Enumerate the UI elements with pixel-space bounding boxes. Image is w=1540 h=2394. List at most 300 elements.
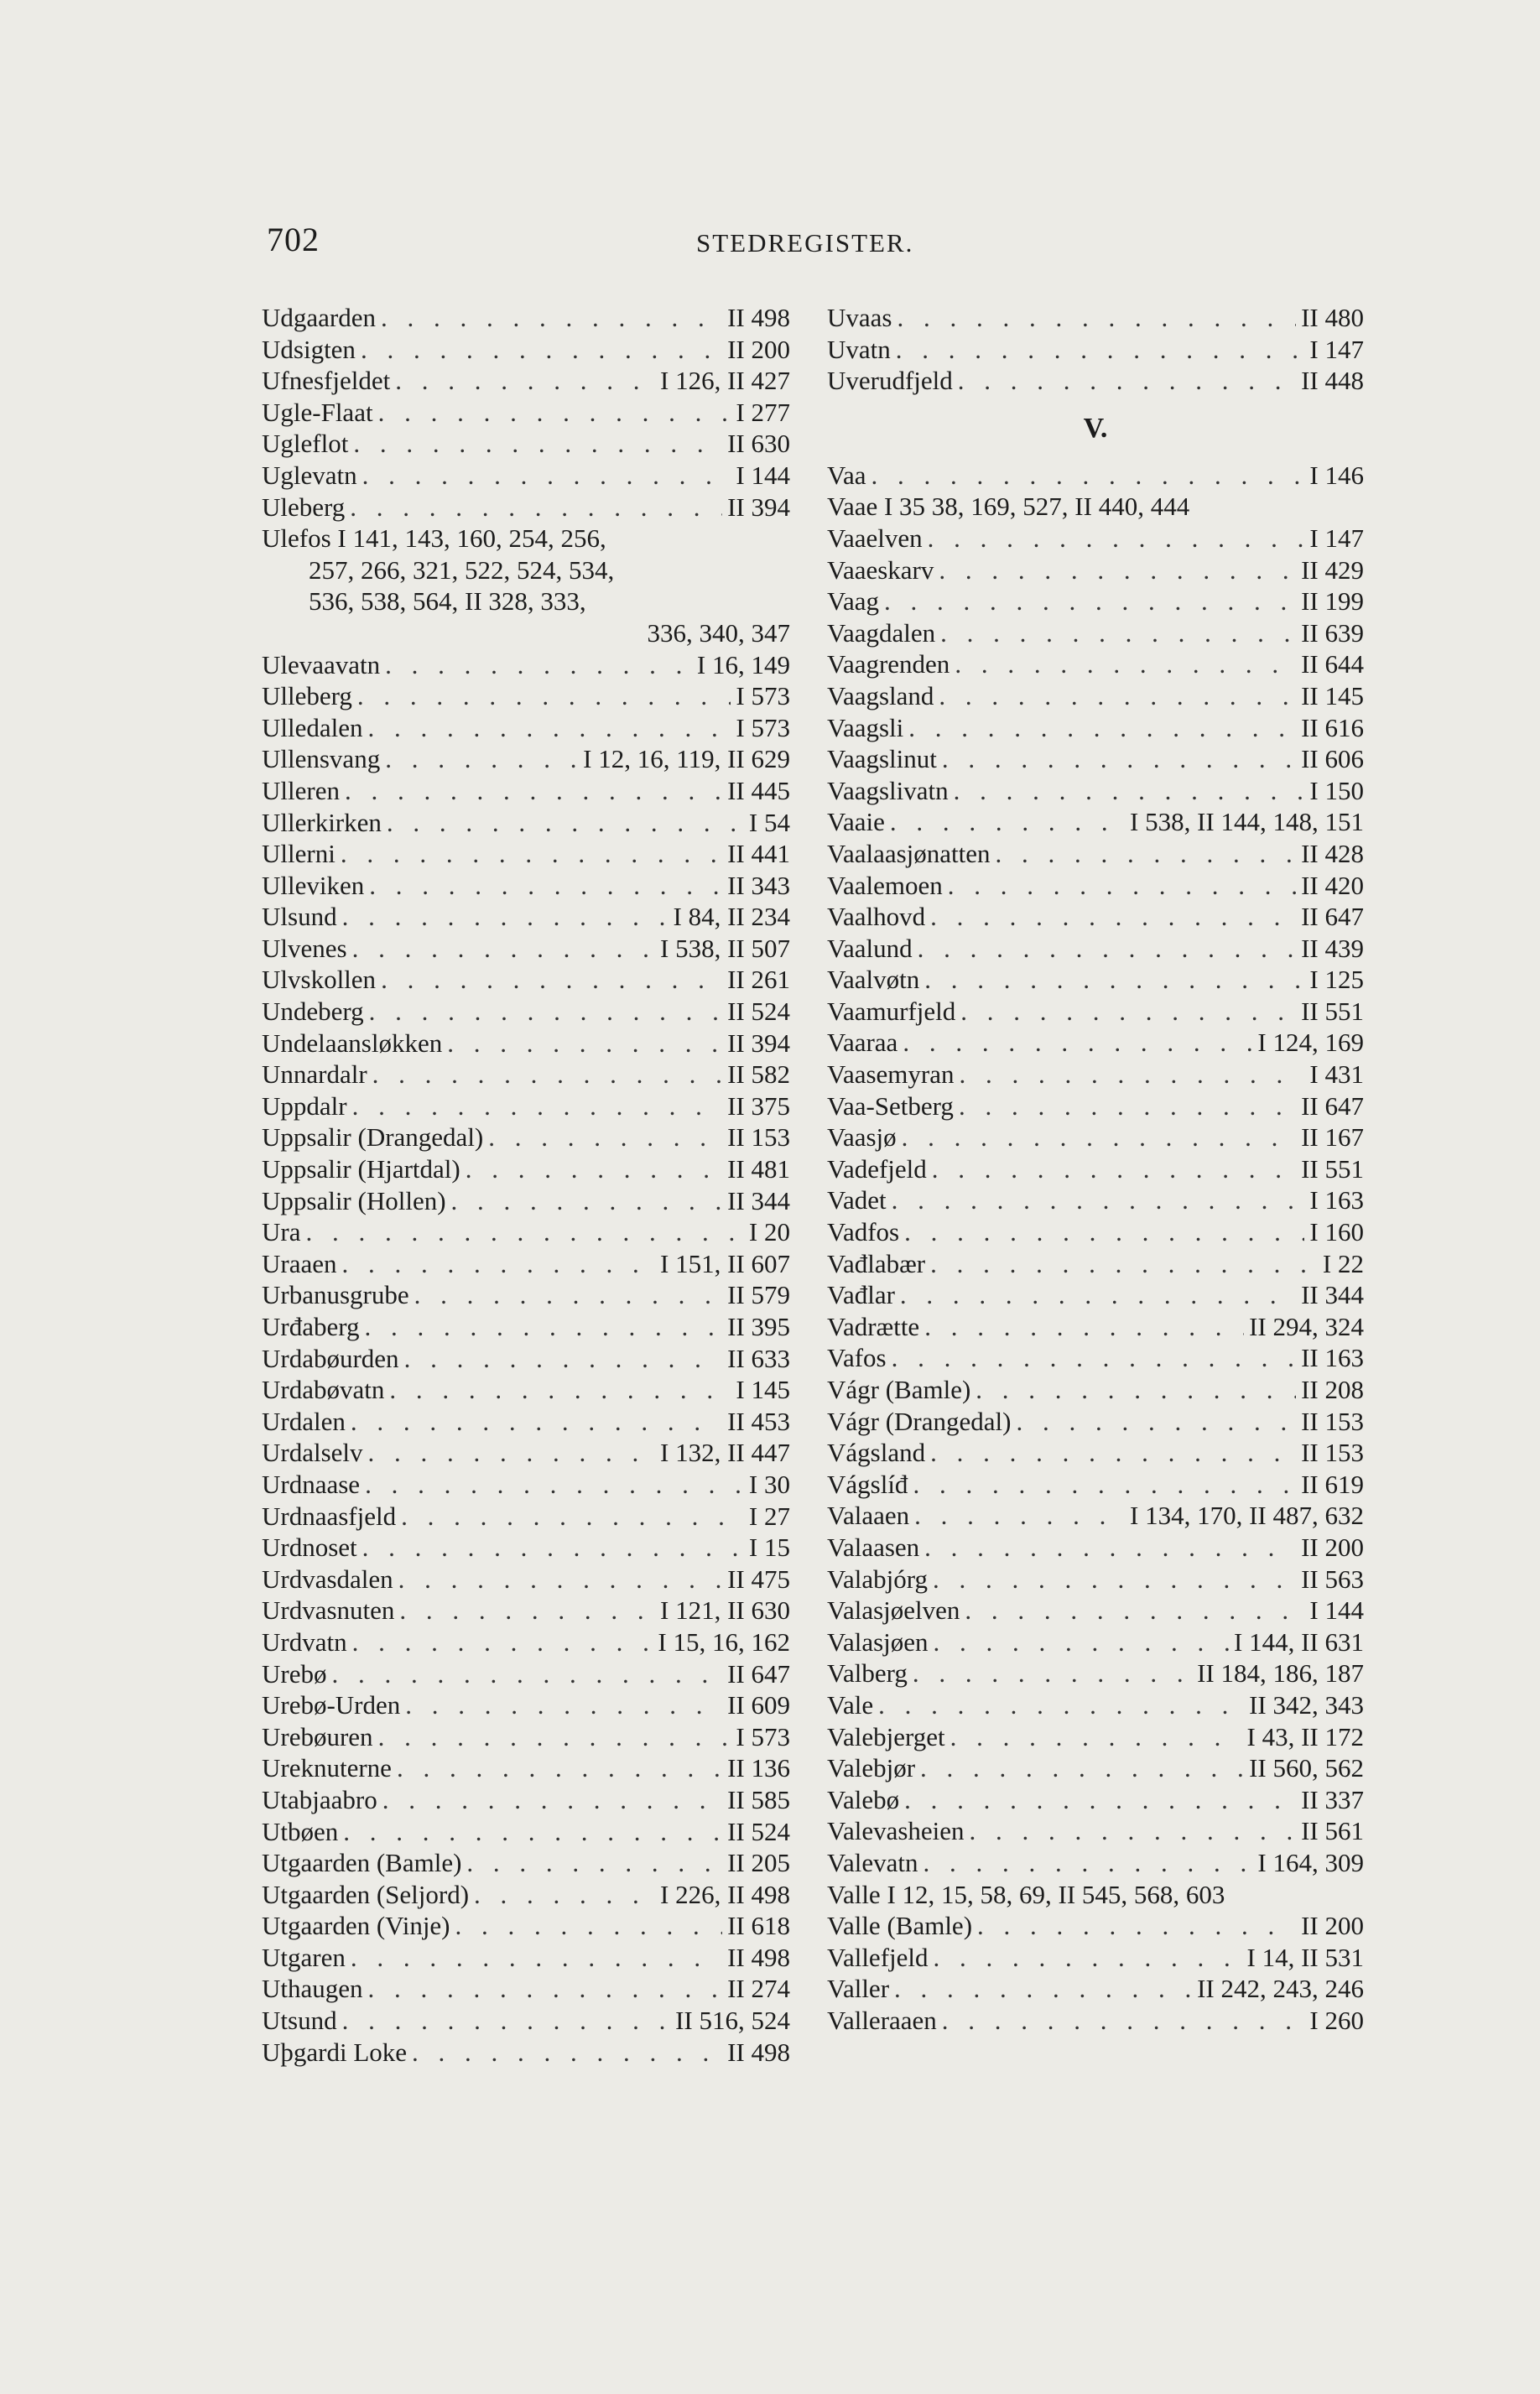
- leader-dots: [1016, 1406, 1296, 1438]
- entry-name: Urdvasdalen: [262, 1564, 393, 1594]
- entry-page-refs: II 337: [1301, 1784, 1364, 1814]
- entry-page-refs: II 153: [1301, 1438, 1364, 1468]
- leader-dots: [365, 1311, 723, 1343]
- entry-page-refs: II 561: [1301, 1816, 1364, 1846]
- leader-dots: [368, 712, 731, 744]
- entry-page-refs: I 431: [1309, 1059, 1364, 1090]
- entry-name: Uverudfjeld: [827, 366, 953, 396]
- entry-name: Valasjøelven: [827, 1595, 960, 1626]
- section-heading: V.: [1083, 412, 1108, 444]
- entry-name: Urdnaase: [262, 1469, 361, 1499]
- leader-dots: [389, 1374, 731, 1406]
- index-entry: [827, 1216, 1364, 1248]
- index-entry: [262, 1816, 790, 1848]
- leader-dots: [930, 1437, 1296, 1469]
- entry-page-refs: II 524: [727, 1816, 790, 1846]
- leader-dots: [361, 334, 722, 366]
- entry-page-refs: I 160: [1309, 1217, 1364, 1247]
- leader-dots: [368, 1973, 723, 2005]
- index-entry: [262, 1028, 790, 1059]
- index-entry: [827, 648, 1364, 680]
- leader-dots: [398, 1564, 722, 1595]
- entry-page-refs: I 163: [1309, 1185, 1364, 1215]
- index-entry: [262, 397, 790, 429]
- index-entry: [827, 996, 1364, 1028]
- entry-page-refs: II 606: [1301, 744, 1364, 774]
- entry-name: Vaagdalen: [827, 617, 936, 648]
- entry-name: Vaaeskarv: [827, 554, 934, 585]
- entry-name: Ulevaavatn: [262, 649, 381, 679]
- entry-name: Vaagsland: [827, 680, 934, 710]
- index-entry: [827, 1658, 1364, 1689]
- entry-page-refs: I 54: [748, 807, 790, 837]
- leader-dots: [351, 1406, 722, 1438]
- index-entry: [262, 2037, 790, 2069]
- entry-name: Uppsalir (Hollen): [262, 1185, 446, 1215]
- entry-name: Ugle-Flaat: [262, 397, 373, 427]
- leader-dots: [960, 996, 1296, 1028]
- entry-page-refs: II 420: [1301, 870, 1364, 900]
- running-head: STEDREGISTER.: [696, 228, 914, 258]
- leader-dots: [397, 1752, 722, 1784]
- leader-dots: [932, 1153, 1296, 1185]
- index-entry: [827, 1090, 1364, 1122]
- leader-dots: [933, 1564, 1296, 1595]
- entry-name: Urebøuren: [262, 1721, 373, 1751]
- leader-dots: [960, 1059, 1305, 1090]
- index-entry: [262, 1501, 790, 1533]
- leader-dots: [369, 870, 722, 902]
- entry-name: Udsigten: [262, 334, 356, 364]
- entry-page-refs: I 145: [736, 1375, 790, 1405]
- entry-name: Vale: [827, 1689, 874, 1720]
- index-entry: [262, 302, 790, 334]
- entry-page-refs: II 647: [1301, 902, 1364, 932]
- entry-page-refs: II 524: [727, 997, 790, 1027]
- leader-dots: [934, 1626, 1229, 1658]
- entry-page-refs: II 616: [1301, 712, 1364, 742]
- entry-name: Urdnaasfjeld: [262, 1501, 397, 1531]
- index-entry: [262, 1942, 790, 1974]
- entry-page-refs: I 16, 149: [696, 649, 790, 679]
- index-entry-continuation: 536, 538, 564, II 328, 333,: [309, 586, 586, 617]
- entry-name: Vaa: [827, 460, 866, 490]
- index-entry: [262, 807, 790, 839]
- entry-page-refs: I 12, 16, 119, II 629: [583, 744, 790, 774]
- leader-dots: [924, 1532, 1296, 1564]
- entry-name: Vaaelven: [827, 523, 923, 553]
- entry-name: Valabjórg: [827, 1564, 928, 1594]
- index-entry: [262, 1248, 790, 1280]
- leader-dots: [357, 680, 731, 712]
- leader-dots: [331, 1658, 722, 1690]
- leader-dots: [878, 1689, 1244, 1721]
- entry-page-refs: II 261: [727, 965, 790, 995]
- entry-page-refs: II 395: [727, 1312, 790, 1341]
- index-entry: [262, 1847, 790, 1879]
- entry-page-refs: I 22: [1322, 1248, 1364, 1278]
- leader-dots: [382, 1784, 722, 1816]
- leader-dots: [924, 964, 1304, 996]
- index-entry: [262, 1721, 790, 1753]
- index-entry: [827, 1910, 1364, 1942]
- leader-dots: [342, 901, 669, 933]
- entry-name: Vágslíđ: [827, 1469, 908, 1499]
- entry-name: Vaalemoen: [827, 870, 943, 900]
- entry-page-refs: II 644: [1301, 649, 1364, 679]
- leader-dots: [345, 775, 722, 807]
- leader-dots: [930, 901, 1296, 933]
- entry-page-refs: I 573: [736, 681, 790, 711]
- entry-name: Urđaberg: [262, 1312, 360, 1341]
- entry-page-refs: II 639: [1301, 617, 1364, 648]
- entry-name: Vaae I 35 38, 169, 527, II 440, 444: [827, 492, 1190, 522]
- index-entry: [827, 460, 1364, 492]
- entry-page-refs: II 448: [1301, 366, 1364, 396]
- entry-name: Utgaarden (Seljord): [262, 1879, 470, 1909]
- entry-name: Ureknuterne: [262, 1753, 392, 1783]
- leader-dots: [892, 1342, 1296, 1374]
- leader-dots: [412, 2037, 722, 2069]
- leader-dots: [362, 460, 731, 492]
- entry-name: Vadet: [827, 1185, 887, 1215]
- leader-dots: [404, 1343, 723, 1375]
- entry-page-refs: II 375: [727, 1090, 790, 1121]
- index-entry: [262, 428, 790, 460]
- entry-name: Vaagrenden: [827, 649, 950, 679]
- entry-page-refs: II 344: [1301, 1280, 1364, 1310]
- entry-name: Utsund: [262, 2006, 337, 2036]
- leader-dots: [954, 775, 1305, 807]
- index-entry: [262, 1689, 790, 1721]
- entry-name: Vaaraa: [827, 1028, 898, 1058]
- index-entry: [262, 492, 790, 523]
- leader-dots: [305, 1216, 743, 1248]
- entry-name: Urdalen: [262, 1406, 346, 1436]
- entry-name: Undeberg: [262, 997, 364, 1027]
- entry-page-refs: II 609: [727, 1690, 790, 1720]
- entry-page-refs: II 344: [727, 1185, 790, 1215]
- leader-dots: [350, 492, 722, 523]
- entry-page-refs: I 126, II 427: [660, 366, 790, 396]
- leader-dots: [342, 1248, 656, 1280]
- entry-page-refs: II 551: [1301, 996, 1364, 1026]
- entry-page-refs: I 43, II 172: [1246, 1721, 1364, 1751]
- entry-name: Ulvskollen: [262, 965, 377, 995]
- index-entry: [262, 1752, 790, 1784]
- entry-page-refs: II 630: [727, 429, 790, 459]
- leader-dots: [353, 428, 722, 460]
- entry-page-refs: II 439: [1301, 933, 1364, 963]
- entry-name: Uppsalir (Hjartdal): [262, 1154, 460, 1184]
- index-entry: [262, 838, 790, 870]
- index-entry: [262, 933, 790, 965]
- index-entry: [262, 680, 790, 712]
- leader-dots: [466, 1153, 722, 1185]
- entry-name: Urbanusgrube: [262, 1280, 409, 1310]
- entry-page-refs: I 226, II 498: [660, 1879, 790, 1909]
- index-entry: [827, 1942, 1364, 1974]
- leader-dots: [381, 964, 722, 996]
- index-entry: [262, 1595, 790, 1626]
- entry-page-refs: II 343: [727, 870, 790, 900]
- entry-page-refs: II 136: [727, 1753, 790, 1783]
- entry-name: Uleberg: [262, 492, 346, 522]
- index-entry: [827, 1500, 1364, 1532]
- entry-page-refs: II 563: [1301, 1564, 1364, 1594]
- entry-name: Vaaie: [827, 807, 885, 837]
- index-entry: [827, 1027, 1364, 1059]
- index-entry: [827, 1469, 1364, 1501]
- entry-name: Valaaen: [827, 1501, 910, 1531]
- entry-name: Valevatn: [827, 1847, 918, 1877]
- entry-name: Urebø-Urden: [262, 1690, 401, 1720]
- index-entry: [827, 1532, 1364, 1564]
- entry-page-refs: II 242, 243, 246: [1197, 1974, 1364, 2004]
- entry-name: Valebjør: [827, 1753, 916, 1783]
- index-entry: [262, 1469, 790, 1501]
- entry-page-refs: I 573: [736, 1721, 790, 1751]
- index-entry: [827, 1184, 1364, 1216]
- entry-name: Utgaarden (Bamle): [262, 1848, 462, 1878]
- leader-dots: [955, 648, 1296, 680]
- index-entry: [827, 1689, 1364, 1721]
- leader-dots: [928, 523, 1305, 554]
- leader-dots: [923, 1847, 1252, 1879]
- index-entry: [262, 996, 790, 1028]
- entry-name: Uþgardi Loke: [262, 2037, 408, 2067]
- entry-page-refs: II 475: [727, 1564, 790, 1594]
- entry-page-refs: II 560, 562: [1249, 1753, 1364, 1783]
- entry-page-refs: I 277: [736, 397, 790, 427]
- leader-dots: [920, 1752, 1244, 1784]
- index-entry: [827, 554, 1364, 586]
- entry-page-refs: II 445: [727, 775, 790, 805]
- index-entry: [262, 334, 790, 366]
- entry-page-refs: II 647: [1301, 1090, 1364, 1121]
- entry-page-refs: II 481: [727, 1154, 790, 1184]
- entry-page-refs: II 274: [727, 1974, 790, 2004]
- index-entry: [262, 712, 790, 744]
- entry-page-refs: I 538, II 144, 148, 151: [1130, 807, 1364, 837]
- leader-dots: [965, 1595, 1304, 1626]
- leader-dots: [368, 1437, 655, 1469]
- entry-page-refs: II 453: [727, 1406, 790, 1436]
- entry-page-refs: II 342, 343: [1249, 1689, 1364, 1720]
- index-entry: [827, 1311, 1364, 1343]
- entry-page-refs: II 498: [727, 2037, 790, 2067]
- index-entry: [262, 743, 790, 775]
- index-entry: [827, 1437, 1364, 1469]
- index-entry: [262, 775, 790, 807]
- entry-page-refs: I 14, II 531: [1246, 1942, 1364, 1972]
- index-entry: [827, 1847, 1364, 1879]
- index-entry: [262, 523, 790, 554]
- index-entry: [827, 1153, 1364, 1185]
- entry-page-refs: II 145: [1301, 680, 1364, 710]
- entry-name: Vaa-Setberg: [827, 1090, 954, 1121]
- index-entry: [827, 1279, 1364, 1311]
- index-entry: [262, 870, 790, 902]
- leader-dots: [913, 1658, 1192, 1689]
- index-entry-continuation: 336, 340, 347: [647, 617, 790, 648]
- leader-dots: [455, 1910, 723, 1942]
- index-entry: [827, 491, 1364, 523]
- leader-dots: [970, 1815, 1297, 1847]
- entry-page-refs: II 480: [1301, 303, 1364, 332]
- entry-name: Vadefjeld: [827, 1153, 927, 1184]
- entry-name: Ulledalen: [262, 712, 363, 742]
- leader-dots: [381, 302, 722, 334]
- leader-dots: [385, 743, 578, 775]
- index-entry: [827, 806, 1364, 838]
- entry-name: Valle I 12, 15, 58, 69, II 545, 568, 603: [827, 1879, 1225, 1909]
- leader-dots: [378, 1721, 731, 1753]
- leader-dots: [405, 1689, 722, 1721]
- index-entry: [827, 365, 1364, 397]
- leader-dots: [914, 1500, 1125, 1532]
- leader-dots: [395, 365, 655, 397]
- entry-name: Valaasen: [827, 1532, 920, 1562]
- entry-page-refs: II 200: [1301, 1911, 1364, 1941]
- entry-name: Ulleren: [262, 775, 340, 805]
- index-entry: [262, 1973, 790, 2005]
- entry-name: Vadfos: [827, 1217, 900, 1247]
- entry-page-refs: II 428: [1301, 838, 1364, 868]
- entry-page-refs: II 647: [727, 1658, 790, 1689]
- index-entry: [827, 334, 1364, 366]
- entry-page-refs: I 144, II 631: [1234, 1626, 1364, 1657]
- entry-name: Valler: [827, 1974, 890, 2004]
- leader-dots: [918, 933, 1297, 965]
- entry-page-refs: II 153: [1301, 1406, 1364, 1436]
- entry-name: Uppdalr: [262, 1090, 347, 1121]
- leader-dots: [904, 1216, 1304, 1248]
- index-entry: [262, 1437, 790, 1469]
- index-entry: [262, 1910, 790, 1942]
- entry-page-refs: I 151, II 607: [660, 1248, 790, 1278]
- entry-page-refs: I 15: [748, 1533, 790, 1563]
- leader-dots: [913, 1469, 1296, 1501]
- leader-dots: [902, 1122, 1296, 1153]
- entry-page-refs: II 633: [727, 1343, 790, 1373]
- entry-name: Vágsland: [827, 1438, 926, 1468]
- index-entry: [827, 1784, 1364, 1816]
- entry-name: Valle (Bamle): [827, 1911, 973, 1941]
- leader-dots: [890, 806, 1125, 838]
- entry-page-refs: II 394: [727, 492, 790, 522]
- entry-page-refs: II 498: [727, 1942, 790, 1972]
- entry-name: Valleraaen: [827, 2005, 937, 2035]
- index-entry: [262, 1784, 790, 1816]
- entry-name: Valebø: [827, 1784, 900, 1814]
- index-entry: [827, 1973, 1364, 2005]
- entry-page-refs: II 618: [727, 1911, 790, 1941]
- entry-page-refs: I 260: [1309, 2005, 1364, 2035]
- entry-page-refs: I 147: [1309, 523, 1364, 553]
- leader-dots: [385, 649, 692, 681]
- entry-page-refs: II 167: [1301, 1122, 1364, 1153]
- leader-dots: [934, 1942, 1242, 1974]
- leader-dots: [930, 1248, 1318, 1280]
- leader-dots: [894, 1973, 1192, 2005]
- entry-page-refs: II 163: [1301, 1343, 1364, 1373]
- index-entry: [262, 2005, 790, 2037]
- index-entry: [262, 1626, 790, 1658]
- leader-dots: [904, 1784, 1296, 1816]
- index-entry: [827, 775, 1364, 807]
- index-entry: [262, 1374, 790, 1406]
- entry-page-refs: II 205: [727, 1848, 790, 1878]
- leader-dots: [942, 743, 1296, 775]
- leader-dots: [352, 933, 655, 965]
- leader-dots: [948, 870, 1296, 902]
- entry-page-refs: I 121, II 630: [660, 1595, 790, 1626]
- entry-page-refs: II 498: [727, 303, 790, 332]
- leader-dots: [896, 334, 1305, 366]
- entry-page-refs: I 573: [736, 712, 790, 742]
- entry-name: Uraaen: [262, 1248, 337, 1278]
- index-column-left: [262, 302, 790, 2068]
- entry-page-refs: I 164, 309: [1257, 1847, 1364, 1877]
- leader-dots: [451, 1185, 723, 1217]
- leader-dots: [903, 1027, 1252, 1059]
- entry-page-refs: II 579: [727, 1280, 790, 1310]
- entry-name: Vaalund: [827, 933, 913, 963]
- index-entry: [262, 1311, 790, 1343]
- leader-dots: [939, 680, 1296, 712]
- leader-dots: [976, 1374, 1296, 1406]
- entry-page-refs: I 84, II 234: [673, 902, 790, 932]
- entry-name: Uglevatn: [262, 460, 357, 490]
- leader-dots: [378, 397, 731, 429]
- index-entry: [827, 1248, 1364, 1280]
- index-column-right: [827, 302, 1364, 2036]
- entry-page-refs: II 294, 324: [1249, 1311, 1364, 1341]
- entry-page-refs: I 538, II 507: [660, 933, 790, 963]
- entry-page-refs: I 144: [1309, 1595, 1364, 1626]
- index-entry: [827, 838, 1364, 870]
- entry-page-refs: II 516, 524: [675, 2006, 790, 2036]
- entry-name: Vaasemyran: [827, 1059, 955, 1090]
- index-entry: [827, 870, 1364, 902]
- leader-dots: [387, 807, 744, 839]
- leader-dots: [342, 2005, 671, 2037]
- entry-name: Vaalvøtn: [827, 965, 920, 995]
- entry-page-refs: II 619: [1301, 1469, 1364, 1499]
- entry-name: Vaag: [827, 586, 879, 617]
- entry-name: Ufnesfjeldet: [262, 366, 391, 396]
- leader-dots: [414, 1279, 722, 1311]
- index-entry: [262, 1279, 790, 1311]
- entry-name: Ullensvang: [262, 744, 381, 774]
- entry-name: Vaalaasjønatten: [827, 838, 991, 868]
- index-entry: [827, 523, 1364, 554]
- entry-name: Vaamurfjeld: [827, 996, 956, 1026]
- index-entry: [262, 649, 790, 681]
- entry-page-refs: II 200: [727, 334, 790, 364]
- entry-name: Ulvenes: [262, 933, 347, 963]
- entry-page-refs: II 394: [727, 1028, 790, 1058]
- entry-page-refs: I 150: [1309, 775, 1364, 805]
- index-entry: [827, 1752, 1364, 1784]
- entry-name: Ulsund: [262, 902, 337, 932]
- leader-dots: [958, 365, 1296, 397]
- entry-page-refs: I 132, II 447: [660, 1438, 790, 1468]
- entry-name: Vadrætte: [827, 1311, 920, 1341]
- leader-dots: [900, 1279, 1296, 1311]
- leader-dots: [341, 838, 722, 870]
